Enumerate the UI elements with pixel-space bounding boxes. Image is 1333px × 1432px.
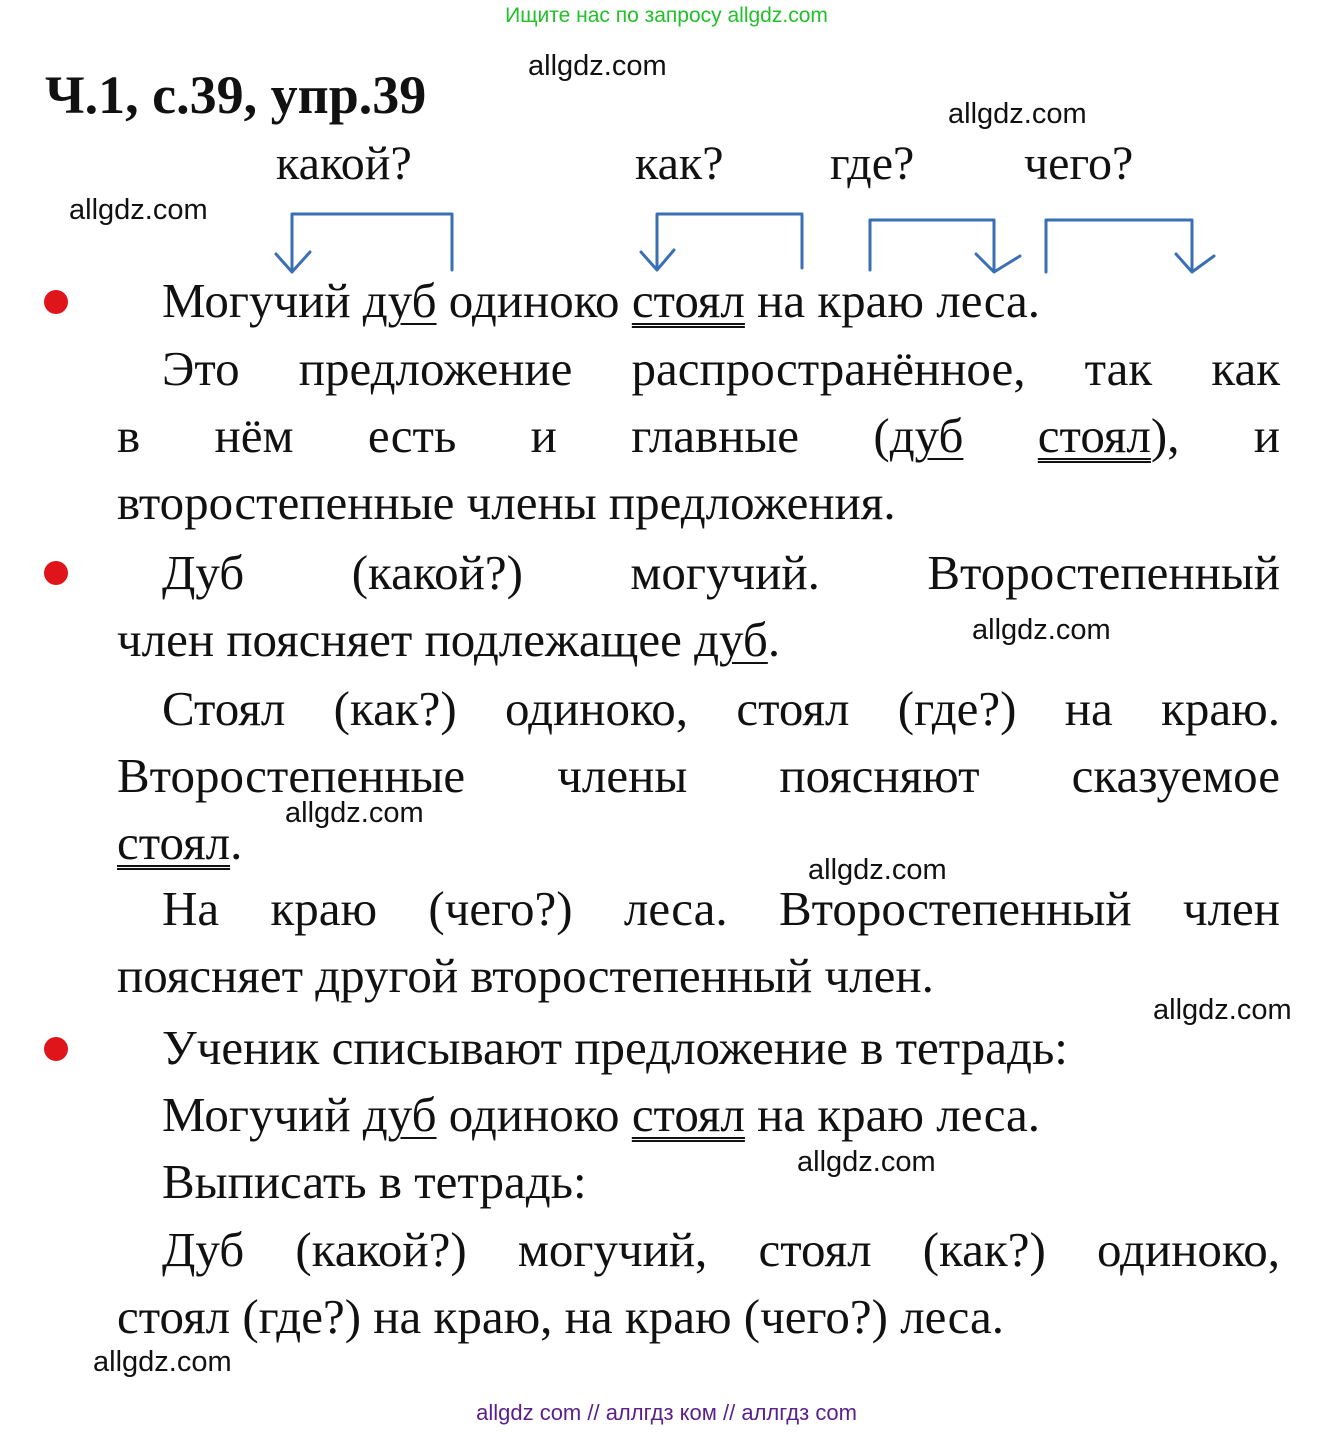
watermark: allgdz.com	[1153, 994, 1292, 1026]
word: Могучий	[162, 273, 351, 328]
watermark: allgdz.com	[797, 1146, 936, 1178]
word: Могучий	[162, 1087, 351, 1142]
paragraph-line: Выписать в тетрадь:	[162, 1154, 587, 1209]
word: на краю леса.	[757, 273, 1041, 328]
top-banner: Ищите нас по запросу allgdz.com	[505, 4, 828, 27]
paragraph-line	[117, 607, 780, 673]
bullet-marker	[44, 1037, 68, 1061]
word: и	[530, 408, 557, 463]
predicate-word: стоял	[1037, 408, 1151, 463]
question-label-kak: как?	[635, 137, 724, 190]
paragraph-line: поясняет другой второстепенный член.	[117, 948, 934, 1003]
question-label-gde: где?	[830, 137, 915, 190]
paragraph-line: Дуб (какой?) могучий. Второстепенный	[162, 545, 1280, 600]
footer-links: allgdz com // аллгдз ком // аллгдз com	[476, 1400, 857, 1425]
word-group	[873, 408, 963, 463]
paragraph-line: Это предложение распространённое, так как	[162, 341, 1280, 396]
word: член поясняет подлежащее	[117, 612, 695, 667]
word: .	[767, 612, 781, 667]
watermark: allgdz.com	[69, 194, 208, 226]
paragraph-line: Второстепенные члены поясняют сказуемое	[117, 748, 1280, 803]
word: есть	[367, 408, 457, 463]
paragraph-line: На краю (чего?) леса. Второстепенный член	[162, 881, 1280, 936]
subject-word: дуб	[362, 273, 437, 328]
example-sentence	[162, 1082, 1040, 1148]
predicate-word: стоял	[117, 815, 231, 870]
paragraph-line	[117, 810, 242, 876]
watermark: allgdz.com	[948, 98, 1087, 130]
word: ),	[1150, 408, 1180, 463]
word: одиноко	[448, 273, 620, 328]
predicate-word: стоял	[631, 273, 745, 328]
word-group	[1038, 408, 1180, 463]
word: на краю леса.	[757, 1087, 1041, 1142]
word: нём	[214, 408, 294, 463]
dependency-arrows	[0, 0, 1333, 300]
predicate-word: стоял	[631, 1087, 745, 1142]
subject-word: дуб	[694, 612, 768, 667]
arrow-chego	[1046, 220, 1214, 272]
word: (	[873, 408, 890, 463]
word: главные	[631, 408, 800, 463]
watermark: allgdz.com	[808, 854, 947, 886]
subject-word: дуб	[362, 1087, 437, 1142]
word: одиноко	[448, 1087, 620, 1142]
arrow-kakoy	[276, 214, 452, 272]
paragraph-line	[117, 403, 1280, 469]
arrow-kak	[641, 214, 802, 270]
question-label-kakoy: какой?	[276, 137, 412, 190]
paragraph-line: Ученик списывают предложение в тетрадь:	[162, 1020, 1068, 1075]
bullet-marker	[44, 290, 68, 314]
paragraph-line: Стоял (как?) одиноко, стоял (где?) на краю.	[162, 681, 1280, 736]
watermark: allgdz.com	[93, 1346, 232, 1378]
bullet-marker	[44, 561, 68, 585]
word: .	[230, 815, 243, 870]
subject-word: дуб	[889, 408, 964, 463]
question-label-chego: чего?	[1024, 137, 1134, 190]
watermark: allgdz.com	[285, 797, 424, 829]
paragraph-line: второстепенные члены предложения.	[117, 475, 896, 530]
word: в	[117, 408, 141, 463]
paragraph-line: стоял (где?) на краю, на краю (чего?) леса.	[117, 1289, 1004, 1344]
watermark: allgdz.com	[972, 614, 1111, 646]
example-sentence	[162, 268, 1040, 334]
page-title: Ч.1, с.39, упр.39	[45, 65, 427, 125]
watermark: allgdz.com	[528, 50, 667, 82]
paragraph-line: Дуб (какой?) могучий, стоял (как?) одиноко,	[162, 1222, 1280, 1277]
word: и	[1253, 408, 1281, 463]
arrow-gde	[870, 220, 1020, 272]
